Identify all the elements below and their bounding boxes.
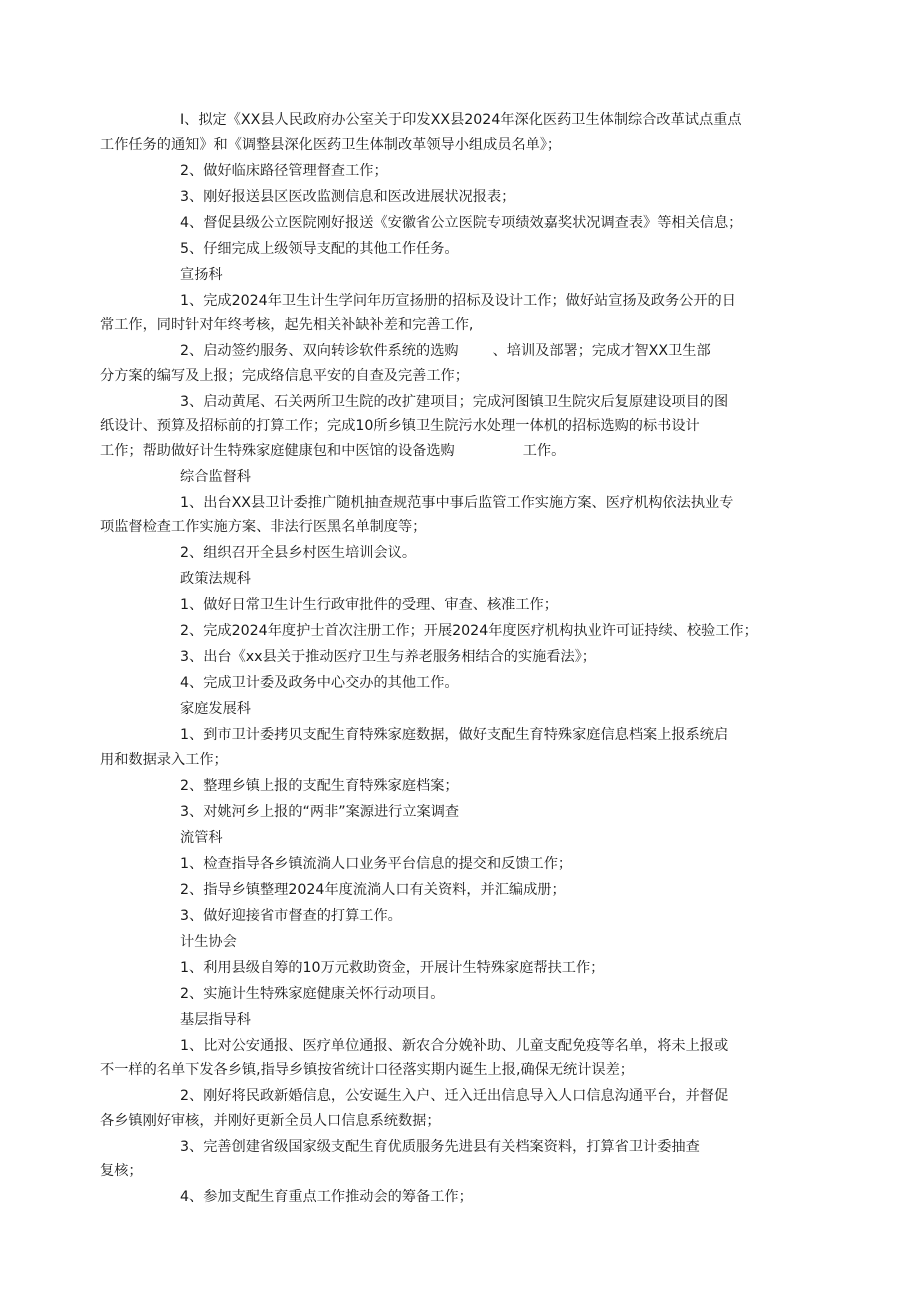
- text-line: 常工作，同时针对年终考核，起先相关补缺补差和完善工作,: [100, 317, 474, 334]
- text-line: 2、做好临床路径管理督查工作；: [180, 162, 388, 179]
- list-item: [100, 491, 785, 540]
- list-item: [140, 1185, 785, 1210]
- text-line: 1、出台XX县卫计委推广随机抽查规范事中事后监管工作实施方案、医疗机构依法执业专: [180, 494, 734, 511]
- section-heading: 宣扬科: [180, 266, 223, 283]
- list-item: [100, 723, 785, 772]
- list-item: [100, 339, 785, 388]
- list-item: [140, 237, 785, 262]
- list-item: [140, 774, 785, 799]
- text-line: 5、仔细完成上级领导支配的其他工作任务。: [180, 240, 459, 257]
- text-line: 3、出台《xx县关于推动医疗卫生与养老服务相结合的实施看法》；: [180, 649, 596, 666]
- text-line: 2、实施计生特殊家庭健康关怀行动项目。: [180, 985, 445, 1002]
- text-line: 3、刚好报送县区医改监测信息和医改进展状况报表；: [180, 188, 516, 205]
- list-item: [100, 289, 785, 338]
- text-line: 4、督促县级公立医院刚好报送《安徽省公立医院专项绩效嘉奖状况调查表》等相关信息；: [180, 214, 743, 231]
- text-line: 4、完成卫计委及政务中心交办的其他工作。: [180, 675, 459, 692]
- text-line: 分方案的编写及上报；完成络信息平安的自查及完善工作；: [100, 367, 469, 384]
- text-line: 1、做好日常卫生计生行政审批件的受理、审查、核准工作；: [180, 597, 558, 614]
- section-heading: 家庭发展科: [180, 701, 251, 718]
- list-item: [140, 671, 785, 696]
- list-item: [100, 1135, 785, 1184]
- text-line: 不一样的名单下发各乡镇,指导乡镇按省统计口径落实期内诞生上报,确保无统计误差；: [100, 1062, 634, 1079]
- text-line: 2、刚好将民政新婚信息，公安诞生入户、迁入迁出信息导入人口信息沟通平台，并督促: [180, 1088, 729, 1105]
- text-line: 1、到市卫计委拷贝支配生育特殊家庭数据，做好支配生育特殊家庭信息档案上报系统启: [180, 727, 729, 744]
- list-item: [140, 645, 785, 670]
- list-item: [140, 956, 785, 981]
- text-line: 项监督检查工作实施方案、非法行医黑名单制度等；: [100, 519, 427, 536]
- text-line: I、拟定《XX县人民政府办公室关于印发XX县2024年深化医药卫生体制综合改革试点重点: [180, 112, 742, 128]
- list-item: [140, 159, 785, 184]
- text-line: 1、完成2024年卫生计生学问年历宣扬册的招标及设计工作；做好站宣扬及政务公开的日: [180, 292, 736, 309]
- list-item: [140, 852, 785, 877]
- list-item: [140, 878, 785, 903]
- text-line: 1、检查指导各乡镇流淌人口业务平台信息的提交和反馈工作；: [180, 855, 573, 872]
- text-line: 工作任务的通知》和《调整县深化医药卫生体制改革领导小组成员名单》；: [100, 136, 562, 153]
- text-line: 各乡镇刚好审核，并刚好更新全员人口信息系统数据；: [100, 1112, 441, 1129]
- section-heading: 政策法规科: [180, 571, 251, 588]
- text-line: 1、比对公安通报、医疗单位通报、新农合分娩补助、儿童支配免疫等名单，将未上报或: [180, 1037, 729, 1054]
- list-item: [100, 1084, 785, 1133]
- list-item: [140, 800, 785, 825]
- text-line: 纸设计、预算及招标前的打算工作；完成10所乡镇卫生院污水处理一体机的招标选购的标书设计: [100, 418, 700, 435]
- list-item: [140, 593, 785, 618]
- text-line: 3、启动黄尾、石关两所卫生院的改扩建项目；完成河图镇卫生院灾后复原建设项目的图: [180, 393, 729, 410]
- text-line: 2、组织召开全县乡村医生培训会议。: [180, 545, 417, 562]
- text-line: 2、启动签约服务、双向转诊软件系统的选购 、培训及部署；完成才智XX卫生部: [180, 343, 711, 360]
- text-line: 2、完成2024年度护士首次注册工作；开展2024年度医疗机构执业许可证持续、校验工作；: [180, 623, 758, 640]
- list-item: [140, 541, 785, 566]
- text-line: 3、对姚河乡上报的“两非”案源进行立案调查: [180, 803, 460, 820]
- list-item: [140, 904, 785, 929]
- section-heading: 基层指导科: [180, 1011, 251, 1028]
- section-heading: 综合监督科: [180, 468, 251, 485]
- list-item: [140, 619, 785, 644]
- text-line: 4、参加支配生育重点工作推动会的筹备工作；: [180, 1189, 473, 1206]
- section-heading: 流管科: [180, 829, 223, 846]
- list-item: [100, 108, 785, 157]
- document-page: [100, 108, 785, 1211]
- text-line: 用和数据录入工作；: [100, 751, 228, 768]
- text-line: 工作；帮助做好计生特殊家庭健康包和中医馆的设备选购 工作。: [100, 442, 566, 459]
- text-line: 2、整理乡镇上报的支配生育特殊家庭档案；: [180, 777, 459, 794]
- text-line: 3、完善创建省级国家级支配生育优质服务先进县有关档案资料，打算省卫计委抽查: [180, 1138, 700, 1155]
- text-line: 2、指导乡镇整理2024年度流淌人口有关资料，并汇编成册；: [180, 881, 566, 898]
- text-line: 3、做好迎接省市督查的打算工作。: [180, 907, 402, 924]
- list-item: [100, 390, 785, 464]
- list-item: [100, 1034, 785, 1083]
- section-heading: 计生协会: [180, 933, 237, 950]
- text-line: 复核；: [100, 1163, 143, 1180]
- list-item: [140, 982, 785, 1007]
- list-item: [140, 185, 785, 210]
- text-line: 1、利用县级自筹的10万元救助资金，开展计生特殊家庭帮扶工作；: [180, 959, 605, 976]
- list-item: [140, 211, 785, 236]
